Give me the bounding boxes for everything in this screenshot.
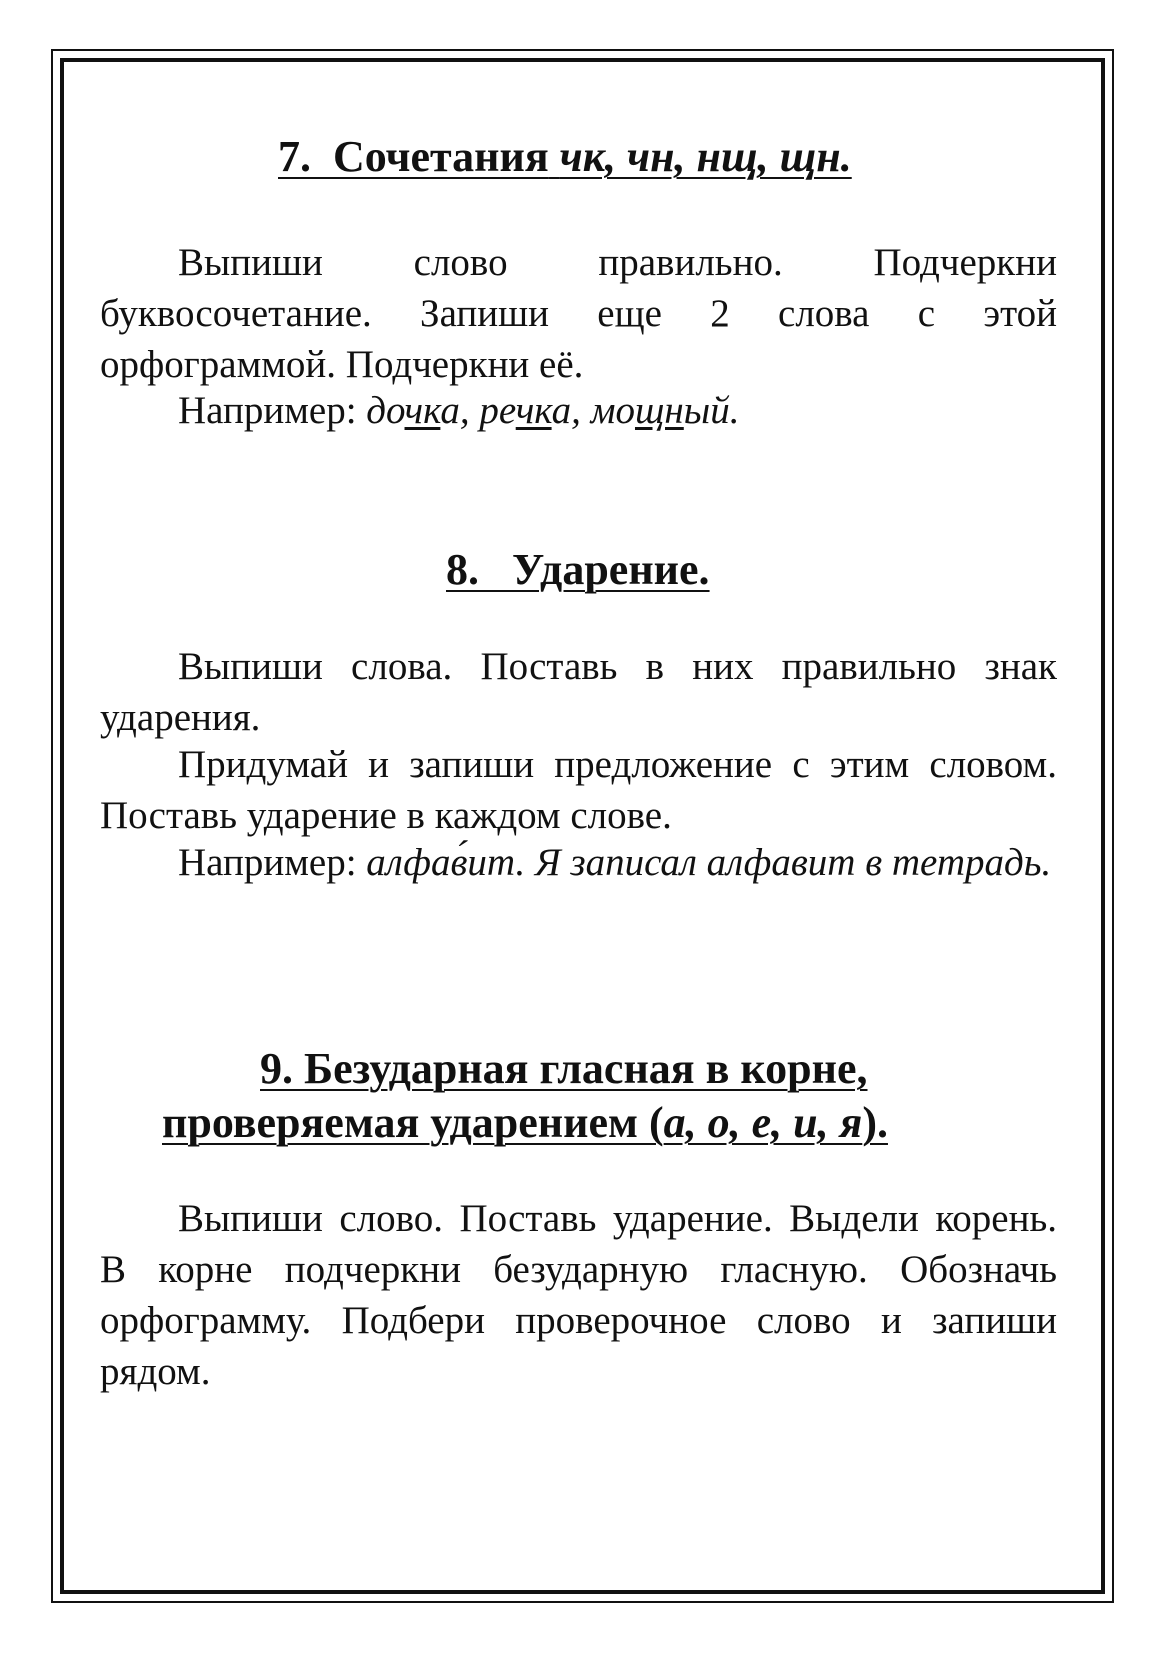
- section-9-heading-line-2: проверяемая ударением (а, о, е, и, я).: [162, 1098, 888, 1147]
- section-7-example-label: Например:: [178, 389, 357, 432]
- section-8-example-text: алфав́ит. Я записал алфавит в тетрадь.: [366, 841, 1052, 884]
- section-7-example-words: дочка, речка, мощный.: [366, 389, 740, 432]
- example-underline: щн: [634, 389, 684, 432]
- section-9-heading-line-1: 9. Безударная гласная в корне,: [260, 1044, 868, 1093]
- section-7-instruction: Выпиши слово правильно. Подчеркни буквосочетание. Запиши еще 2 слова с этой орфограммой. Подчеркни её.: [100, 241, 1057, 386]
- section-8-paragraph-2: Придумай и запиши предложение с этим словом. Поставь ударение в каждом слове.: [100, 743, 1057, 837]
- section-7-title-italic: чк, чн, нщ, щн.: [559, 132, 852, 181]
- section-8-paragraph-1: Выпиши слова. Поставь в них правильно знак ударения.: [100, 645, 1057, 739]
- section-8-title: Ударение.: [512, 545, 710, 594]
- section-8-heading: [446, 543, 710, 597]
- section-7-paragraph: [100, 237, 1057, 390]
- section-8-example-label: Например:: [178, 841, 357, 884]
- section-8-number: 8.: [446, 545, 479, 594]
- vowel-list: а, о, е, и, я: [663, 1098, 863, 1147]
- section-8-example: [100, 837, 1057, 888]
- example-underline: чк: [515, 389, 552, 432]
- section-7-number: 7.: [278, 132, 311, 181]
- section-7-title: Сочетания: [333, 132, 549, 181]
- section-7-heading: [278, 130, 852, 184]
- section-9-paragraph: Выпиши слово. Поставь ударение. Выдели корень. В корне подчеркни безударную гласную. Обозначь орфограмму. Подбери проверочное слово и запиши рядом.: [100, 1197, 1057, 1393]
- example-underline: чк: [404, 389, 441, 432]
- section-7-example: [100, 385, 1057, 436]
